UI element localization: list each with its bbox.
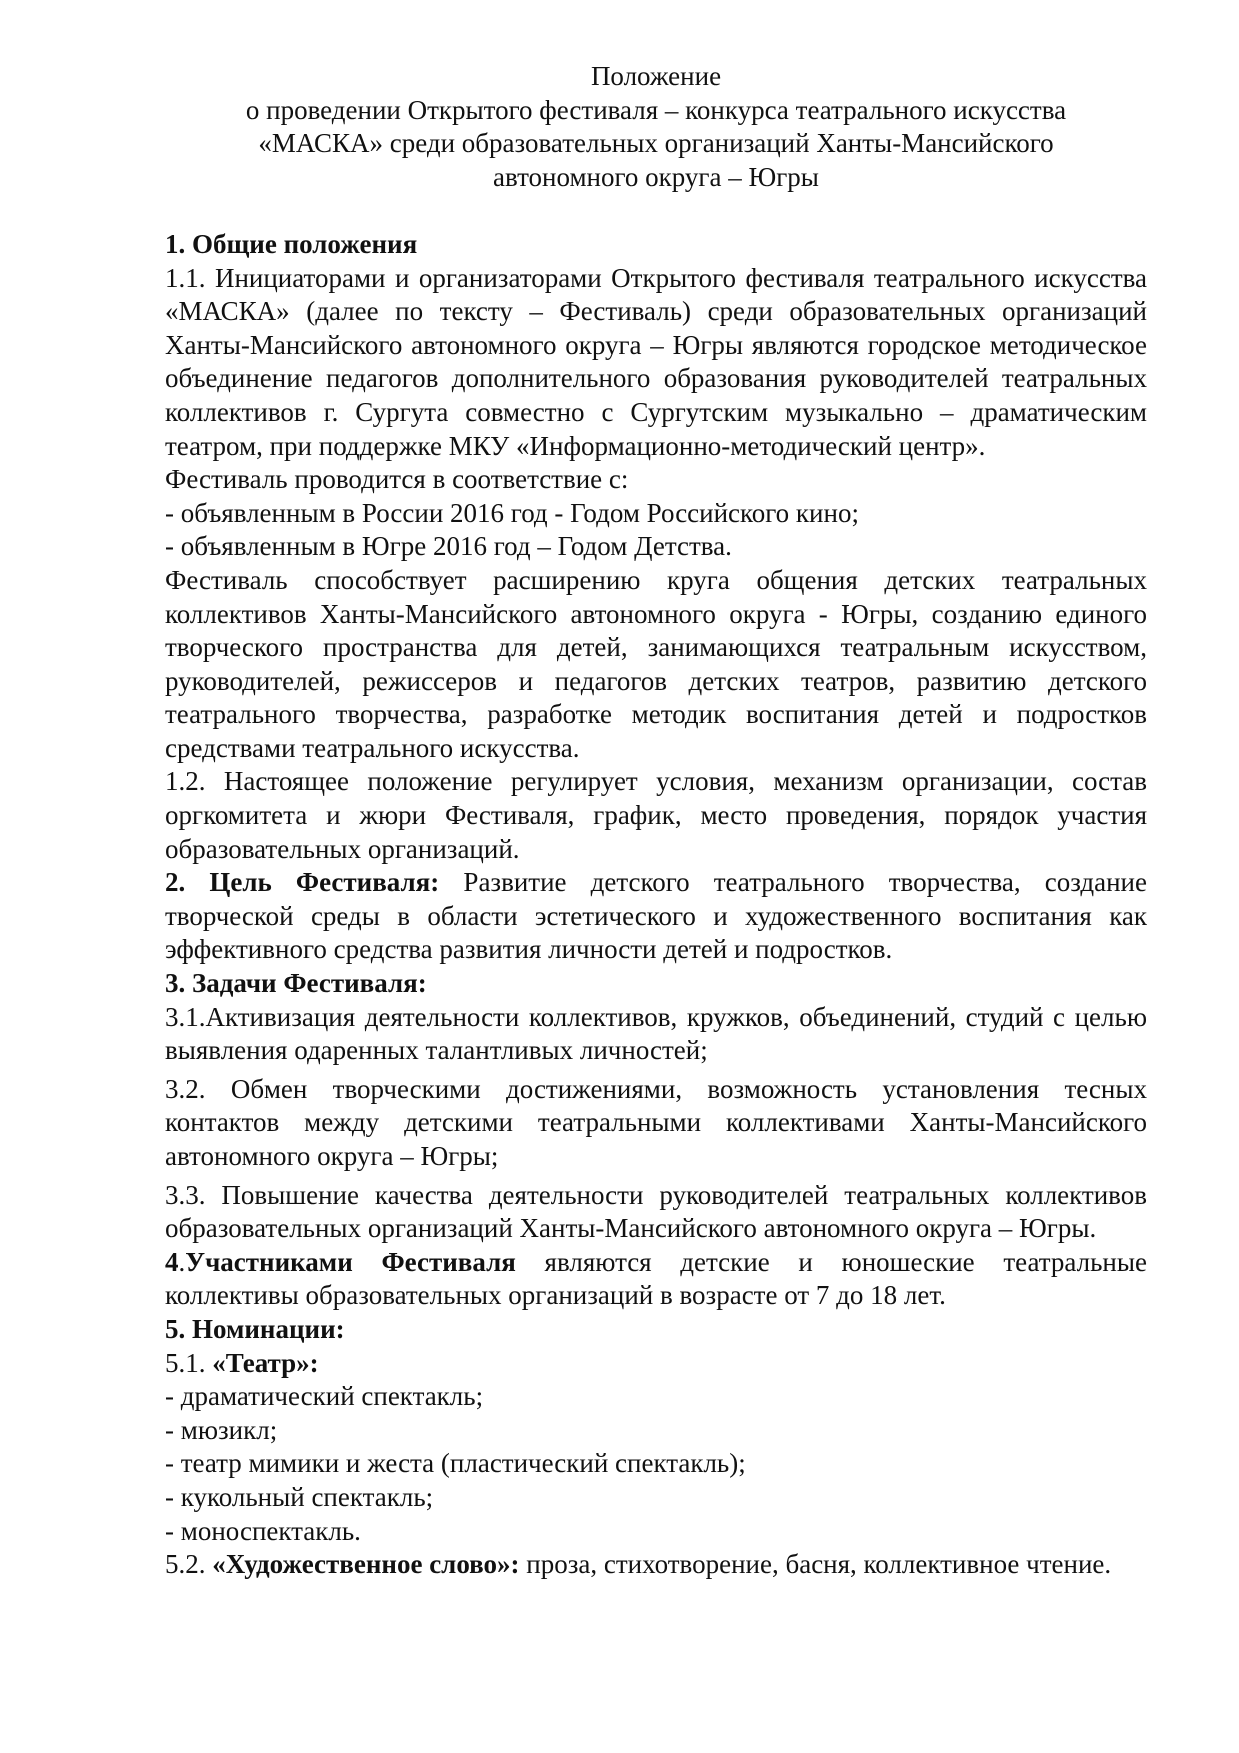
nomination-5-2: [165, 1548, 1147, 1582]
task-3-1: 3.1.Активизация деятельности коллективов, кружков, объединений, студий с целью выявления одаренных талантливых личностей;: [165, 1001, 1147, 1066]
nomination-5-1-number: 5.1.: [165, 1347, 213, 1378]
section-1-heading: 1. Общие положения: [165, 228, 418, 259]
section-4-bold: Участниками Фестиваля: [185, 1246, 516, 1277]
section-4-text: являются детские и юношеские театральные коллективы образовательных организаций в возрасте от 7 до 18 лет.: [165, 1246, 1147, 1311]
task-3-2: 3.2. Обмен творческими достижениями, возможность установления тесных контактов между детскими театральными коллективами Ханты-Мансийского автономного округа – Югры;: [165, 1073, 1147, 1171]
nomination-5-2-text: проза, стихотворение, басня, коллективное чтение.: [519, 1549, 1112, 1580]
paragraph-1-2: 1.2. Настоящее положение регулирует условия, механизм организации, состав оргкомитета и жюри Фестиваля, график, место проведения, порядок участия образовательных организаций.: [165, 766, 1147, 864]
genre-item: - кукольный спектакль;: [165, 1481, 1147, 1515]
accordance-list: [165, 497, 1147, 564]
blank-line: [165, 194, 1147, 228]
genre-item: - театр мимики и жеста (пластический спектакль);: [165, 1447, 1147, 1481]
section-4-number: 4: [165, 1246, 179, 1277]
title-line-4: автономного округа – Югры: [493, 161, 819, 192]
nomination-5-1-name: «Театр»:: [212, 1347, 319, 1378]
nomination-5-2-number: 5.2.: [165, 1549, 213, 1580]
section-4-participants: [165, 1246, 1147, 1313]
genre-item: - моноспектакль.: [165, 1515, 1147, 1549]
nomination-5-1: [165, 1347, 1147, 1381]
task-3-3: 3.3. Повышение качества деятельности руководителей театральных коллективов образовательных организаций Ханты-Мансийского автономного округа – Югры.: [165, 1179, 1147, 1244]
theatre-genres-list: [165, 1380, 1147, 1548]
paragraph-1-1: 1.1. Инициаторами и организаторами Открытого фестиваля театрального искусства «МАСКА» (далее по тексту – Фестиваль) среди образовательных организаций Ханты-Мансийского автономного округа – Югры являются городское методическое объединение педагогов дополнительного образования руководителей театральных коллективов г. Сургута совместно с Сургутским музыкально – драматическим театром, при поддержке МКУ «Информационно-методический центр».: [165, 262, 1147, 461]
section-4-dot: .: [178, 1246, 186, 1277]
accordance-intro: Фестиваль проводится в соответствие с:: [165, 464, 629, 495]
section-2-text: Развитие детского театрального творчества, создание творческой среды в области эстетического и художественного воспитания как эффективного средства развития личности детей и подростков.: [165, 867, 1147, 965]
section-2-heading: 2. Цель Фестиваля:: [165, 867, 440, 898]
section-2-goal: [165, 866, 1147, 967]
accordance-item: - объявленным в России 2016 год - Годом Российского кино;: [165, 497, 1147, 531]
section-5-heading: 5. Номинации:: [165, 1313, 345, 1344]
paragraph-promotes: Фестиваль способствует расширению круга общения детских театральных коллективов Ханты-Мансийского автономного округа - Югры, созданию единого творческого пространства для детей, занимающихся театральным искусством, руководителей, режиссеров и педагогов детских театров, развитию детского театрального творчества, разработке методик воспитания детей и подростков средствами театрального искусства.: [165, 564, 1147, 763]
nomination-5-2-name: «Художественное слово»:: [212, 1549, 520, 1580]
title-line-3: «МАСКА» среди образовательных организаций Ханты-Мансийского: [258, 128, 1054, 159]
section-3-heading: 3. Задачи Фестиваля:: [165, 968, 427, 999]
title-line-1: Положение: [590, 61, 722, 91]
accordance-item: - объявленным в Югре 2016 год – Годом Детства.: [165, 530, 1147, 564]
document-page: [165, 60, 1147, 1582]
title-line-2: о проведении Открытого фестиваля – конкурса театрального искусства: [245, 94, 1067, 125]
genre-item: - мюзикл;: [165, 1414, 1147, 1448]
genre-item: - драматический спектакль;: [165, 1380, 1147, 1414]
document-title: [165, 60, 1147, 194]
